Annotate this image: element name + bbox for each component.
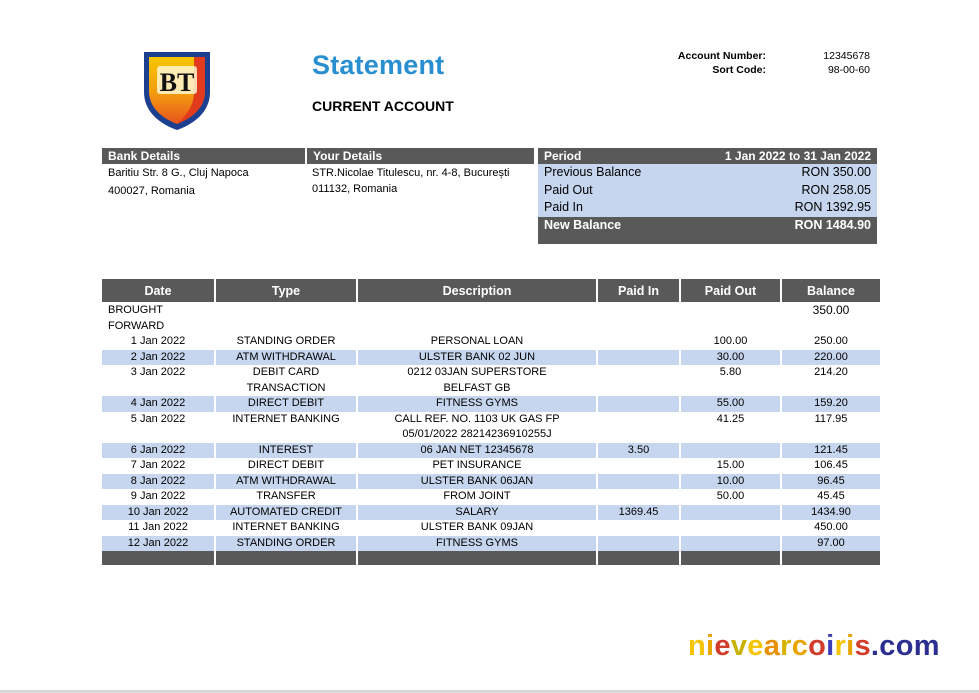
- table-row: [102, 350, 880, 366]
- cell-paid-out: 5.80: [719, 366, 742, 378]
- cell-date: 11 Jan 2022: [128, 521, 188, 533]
- new-balance-label: New Balance: [544, 217, 622, 232]
- cell-paid-out: 41.25: [716, 412, 745, 425]
- cell-paid-out: 15.00: [716, 459, 745, 471]
- cell-date: 7 Jan 2022: [130, 459, 186, 471]
- cell-balance: 121.45: [782, 443, 880, 459]
- cell-paid-in: [598, 350, 679, 366]
- cell-paid-out: 30.00: [681, 350, 780, 366]
- cell-balance: 97.00: [782, 536, 880, 552]
- cell-balance: 117.95: [814, 412, 848, 425]
- col-header-type: Type: [216, 279, 356, 302]
- table-row: [102, 396, 880, 412]
- paid-in-label: Paid In: [544, 200, 583, 214]
- cell-description: ULSTER BANK 02 JUN: [358, 350, 596, 366]
- col-header-paid-out: Paid Out: [681, 279, 780, 302]
- cell-type: INTERNET BANKING: [232, 521, 340, 533]
- cell-date: 4 Jan 2022: [102, 396, 214, 412]
- cell-description: ULSTER BANK 09JAN: [420, 521, 534, 533]
- bt-logo: [138, 46, 216, 132]
- cell-paid-out: 50.00: [716, 490, 745, 502]
- cell-paid-in: [598, 412, 679, 443]
- watermark: nievearcoiris.com: [688, 630, 940, 662]
- table-row: [102, 505, 880, 521]
- cell-type: ATM WITHDRAWAL: [216, 474, 356, 490]
- cell-paid-in: [598, 474, 679, 490]
- sort-code-label: Sort Code:: [712, 64, 766, 76]
- table-footer-bar: [102, 551, 880, 565]
- transactions-table: [100, 279, 882, 565]
- cell-type: INTERNET BANKING: [232, 412, 340, 425]
- table-row: [102, 458, 880, 474]
- cell-balance: 250.00: [814, 335, 848, 347]
- new-balance-row: [538, 217, 877, 235]
- cell-date: 5 Jan 2022: [130, 412, 186, 425]
- cell-date: 1 Jan 2022: [130, 335, 186, 347]
- logo-text: BT: [159, 68, 195, 97]
- table-header-row: [102, 279, 880, 302]
- cell-type: STANDING ORDER: [236, 335, 336, 347]
- paid-in-value: RON 1392.95: [794, 200, 871, 214]
- cell-description: FITNESS GYMS: [358, 536, 596, 552]
- paid-out-label: Paid Out: [544, 182, 593, 197]
- cell-paid-in: [598, 520, 679, 536]
- period-label: Period: [544, 149, 582, 163]
- cell-paid-in: [598, 489, 679, 505]
- period-value: 1 Jan 2022 to 31 Jan 2022: [724, 149, 871, 163]
- cell-type: ATM WITHDRAWAL: [216, 350, 356, 366]
- cell-paid-in: [598, 334, 679, 350]
- cell-description: PET INSURANCE: [432, 459, 522, 471]
- table-row: [102, 412, 880, 443]
- cell-type: INTEREST: [216, 443, 356, 459]
- cell-date: 8 Jan 2022: [102, 474, 214, 490]
- cell-paid-out: 55.00: [681, 396, 780, 412]
- table-row: [102, 443, 880, 459]
- brought-forward-row: [102, 302, 880, 334]
- cell-paid-in: 1369.45: [598, 505, 679, 521]
- your-details-line2: 011132, Romania: [312, 183, 398, 195]
- cell-balance: 106.45: [814, 459, 848, 471]
- cell-balance: 96.45: [782, 474, 880, 490]
- bank-details-line1: Baritiu Str. 8 G., Cluj Napoca: [108, 167, 249, 179]
- brought-forward-label: BROUGHT FORWARD: [108, 304, 165, 332]
- cell-paid-out: [681, 520, 780, 536]
- table-row: [102, 489, 880, 505]
- cell-description: FROM JOINT: [443, 490, 511, 502]
- cell-description: 06 JAN NET 12345678: [358, 443, 596, 459]
- bank-details-line2: 400027, Romania: [108, 185, 195, 197]
- cell-type: AUTOMATED CREDIT: [216, 505, 356, 521]
- cell-type: TRANSFER: [256, 490, 316, 502]
- table-row: [102, 365, 880, 396]
- cell-balance: 159.20: [782, 396, 880, 412]
- cell-balance: 45.45: [817, 490, 845, 502]
- cell-date: 6 Jan 2022: [102, 443, 214, 459]
- cell-date: 12 Jan 2022: [102, 536, 214, 552]
- account-number-label: Account Number:: [677, 50, 766, 62]
- cell-paid-in: [598, 536, 679, 552]
- col-header-description: Description: [358, 279, 596, 302]
- cell-description: ULSTER BANK 06JAN: [358, 474, 596, 490]
- period-footer-bar: [538, 234, 877, 244]
- cell-date: 3 Jan 2022: [130, 366, 186, 378]
- table-row: [102, 334, 880, 350]
- cell-paid-in: [598, 365, 679, 396]
- cell-paid-out: [681, 443, 780, 459]
- period-header: [538, 148, 877, 164]
- bank-details-header: Bank Details: [102, 148, 305, 164]
- previous-balance-label: Previous Balance: [544, 165, 642, 179]
- cell-type: DIRECT DEBIT: [247, 459, 325, 471]
- cell-description: PERSONAL LOAN: [430, 335, 524, 347]
- your-details-header: Your Details: [307, 148, 534, 164]
- cell-paid-in: [598, 396, 679, 412]
- table-row: [102, 536, 880, 552]
- cell-balance: 220.00: [782, 350, 880, 366]
- cell-balance: 214.20: [814, 366, 848, 378]
- page-title: Statement: [312, 50, 445, 80]
- table-row: [102, 520, 880, 536]
- col-header-date: Date: [102, 279, 214, 302]
- cell-date: 10 Jan 2022: [102, 505, 214, 521]
- your-details-line1: STR.Nicolae Titulescu, nr. 4-8, București: [312, 167, 510, 179]
- cell-paid-out: 100.00: [713, 335, 748, 347]
- cell-type: DEBIT CARD TRANSACTION: [246, 366, 326, 394]
- col-header-paid-in: Paid In: [598, 279, 679, 302]
- cell-balance: 450.00: [814, 521, 848, 533]
- cell-paid-in: 3.50: [598, 443, 679, 459]
- cell-balance: 1434.90: [782, 505, 880, 521]
- previous-balance-row: [538, 164, 877, 182]
- sort-code-value: 98-00-60: [827, 64, 870, 76]
- account-number-value: 12345678: [823, 50, 870, 62]
- cell-description: FITNESS GYMS: [358, 396, 596, 412]
- cell-type: DIRECT DEBIT: [216, 396, 356, 412]
- cell-paid-out: [681, 505, 780, 521]
- cell-paid-out: [681, 536, 780, 552]
- cell-paid-in: [598, 458, 679, 474]
- cell-date: 9 Jan 2022: [130, 490, 186, 502]
- cell-type: STANDING ORDER: [216, 536, 356, 552]
- brought-forward-balance: 350.00: [812, 303, 850, 317]
- new-balance-value: RON 1484.90: [794, 217, 871, 232]
- paid-in-row: [538, 199, 877, 217]
- cell-date: 2 Jan 2022: [102, 350, 214, 366]
- cell-description: CALL REF. NO. 1103 UK GAS FP 05/01/2022 28214236910255J: [394, 412, 560, 440]
- paid-out-value: RON 258.05: [801, 182, 871, 197]
- cell-paid-out: 10.00: [681, 474, 780, 490]
- cell-description: SALARY: [358, 505, 596, 521]
- paid-out-row: [538, 182, 877, 200]
- page-subtitle: CURRENT ACCOUNT: [312, 98, 454, 114]
- cell-description: 0212 03JAN SUPERSTORE BELFAST GB: [407, 366, 547, 394]
- table-row: [102, 474, 880, 490]
- previous-balance-value: RON 350.00: [801, 165, 871, 179]
- col-header-balance: Balance: [782, 279, 880, 302]
